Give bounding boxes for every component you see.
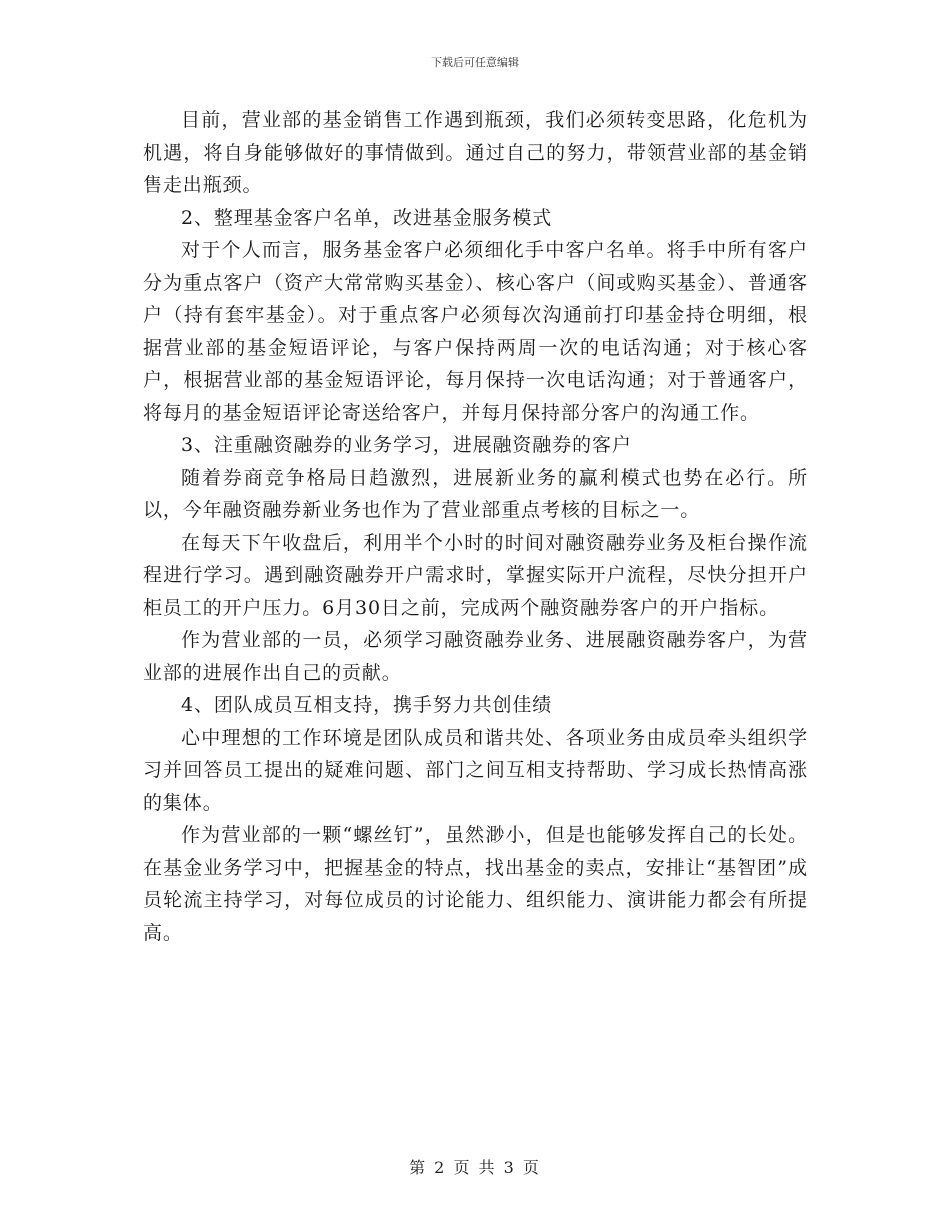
paragraph: 心中理想的工作环境是团队成员和谐共处、各项业务由成员牵头组织学习并回答员工提出的疑难问题、部门之间互相支持帮助、学习成长热情高涨的集体。	[143, 726, 808, 814]
document-body	[143, 104, 808, 949]
section-heading: 3、注重融资融券的业务学习，进展融资融券的客户	[181, 434, 632, 456]
header-note: 下载后可任意编辑	[431, 56, 519, 69]
paragraph: 作为营业部的一员，必须学习融资融券业务、进展融资融券客户，为营业部的进展作出自己的贡献。	[143, 629, 808, 684]
paragraph: 在每天下午收盘后，利用半个小时的时间对融资融券业务及柜台操作流程进行学习。遇到融资融券开户需求时，掌握实际开户流程，尽快分担开户柜员工的开户压力。6月30日之前，完成两个融资融券客户的开户指标。	[143, 531, 808, 619]
section-heading: 2、整理基金客户名单，改进基金服务模式	[181, 206, 553, 229]
page-number: 第 2 页 共 3 页	[409, 1158, 541, 1177]
paragraph: 作为营业部的一颗“螺丝钉”，虽然渺小，但是也能够发挥自己的长处。在基金业务学习中，把握基金的特点，找出基金的卖点，安排让“基智团”成员轮流主持学习，对每位成员的讨论能力、组织能力、演讲能力都会有所提高。	[143, 824, 808, 944]
paragraph: 随着券商竞争格局日趋激烈，进展新业务的赢利模式也势在必行。所以，今年融资融券新业务也作为了营业部重点考核的目标之一。	[143, 466, 808, 521]
paragraph: 目前，营业部的基金销售工作遇到瓶颈，我们必须转变思路，化危机为机遇，将自身能够做好的事情做到。通过自己的努力，带领营业部的基金销售走出瓶颈。	[143, 109, 808, 196]
section-heading: 4、团队成员互相支持，携手努力共创佳绩	[181, 694, 553, 716]
paragraph: 对于个人而言，服务基金客户必须细化手中客户名单。将手中所有客户分为重点客户（资产大常常购买基金）、核心客户（间或购买基金）、普通客户（持有套牢基金）。对于重点客户必须每次沟通前打印基金持仓明细，根据营业部的基金短语评论，与客户保持两周一次的电话沟通；对于核心客户，根据营业部的基金短语评论，每月保持一次电话沟通；对于普通客户，将每月的基金短语评论寄送给客户，并每月保持部分客户的沟通工作。	[143, 239, 808, 424]
